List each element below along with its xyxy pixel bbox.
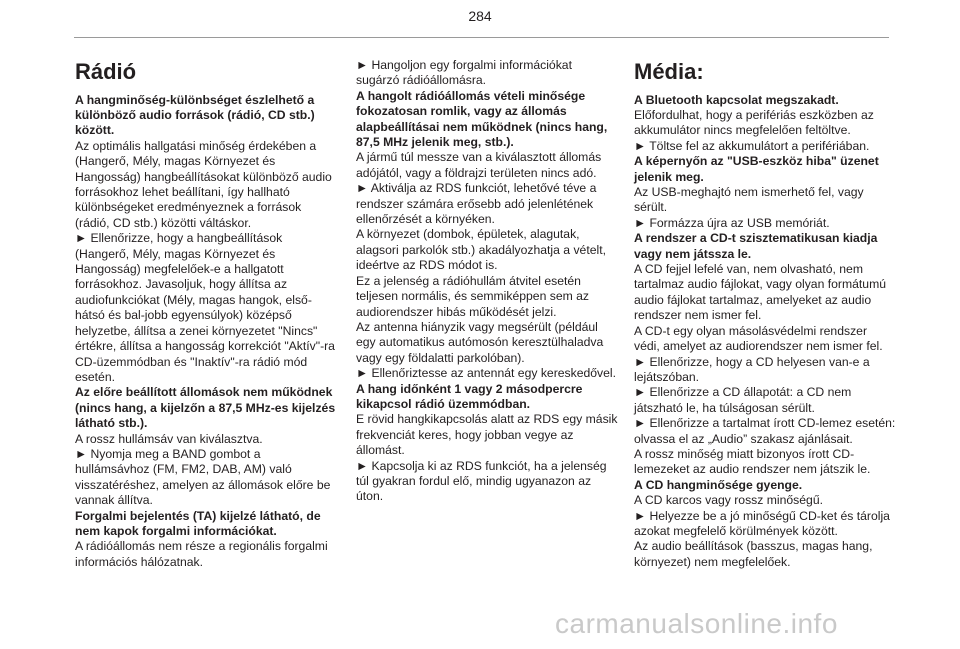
answer-text: ► Ellenőriztesse az antennát egy kereskedővel. [356, 366, 617, 381]
answer-text: A CD-t egy olyan másolásvédelmi rendszer védi, amelyet az audiorendszer nem ismer fel. [634, 323, 883, 354]
column-middle [356, 58, 618, 505]
answer-text: ► Ellenőrizze a CD állapotát: a CD nem játszható le, ha túlságosan sérült. [634, 385, 852, 415]
answer-text: A rádióállomás nem része a regionális forgalmi információs hálózatnak. [75, 539, 328, 569]
paragraph-list [356, 58, 618, 505]
answer-text: ► Ellenőrizze, hogy a hangbeállítások (Hangerő, Mély, magas Környezet és Hangosság) megfelelőek-e a hallgatott forrásokhoz. Javasoljuk, hogy állítsa az audiofunkciókat (Mély, magas hangok, első-hátsó és bal-jobb egyensúlyok) középső helyzetbe, állítsa a zenei környezetet "Nincs" értékre, állítsa a hangosság korrekciót "Aktív"-ra CD-üzemmódban és "Inaktív"-ra rádió mód esetén. [75, 231, 335, 384]
answer-text: ► Nyomja meg a BAND gombot a hullámsávhoz (FM, FM2, DAB, AM) való visszatéréshez, amelyen az állomások előre be vannak állítva. [75, 446, 331, 508]
answer-text: ► Aktiválja az RDS funkciót, lehetővé téve a rendszer számára erősebb adó jelenlétének ellenőrzését a környéken. [356, 181, 597, 227]
section-title-media: Média: [634, 59, 704, 84]
answer-text: E rövid hangkikapcsolás alatt az RDS egy másik frekvenciát keres, hogy jobban vegye az állomást. [356, 412, 618, 458]
question-heading: A CD hangminősége gyenge. [634, 477, 803, 492]
answer-text: A jármű túl messze van a kiválasztott állomás adójától, vagy a földrajzi területen nincs adó. [356, 150, 602, 180]
answer-text: A környezet (dombok, épületek, alagutak, alagsori parkolók stb.) akadályozhatja a vételt, ideértve az RDS módot is. [356, 227, 606, 273]
answer-text: ► Helyezze be a jó minőségű CD-ket és tárolja azokat megfelelő körülmények között. [634, 508, 890, 538]
answer-text: Ez a jelenség a rádióhullám átvitel esetén teljesen normális, és semmiképpen sem az audiorendszer hibás működését jelzi. [356, 273, 590, 319]
answer-text: ► Kapcsolja ki az RDS funkciót, ha a jelenség túl gyakran fordul elő, mindig ugyanazon az úton. [356, 458, 607, 504]
watermark: carmanualsonline.info [555, 608, 838, 639]
question-heading: Forgalmi bejelentés (TA) kijelzé látható, de nem kapok forgalmi információkat. [75, 508, 321, 538]
answer-text: ► Formázza újra az USB memóriát. [634, 215, 830, 230]
paragraph-list [634, 93, 896, 571]
question-heading: Az előre beállított állomások nem működnek (nincs hang, a kijelzőn a 87,5 MHz-es kijelzés látható stb.). [75, 385, 336, 431]
answer-text: Az audio beállítások (basszus, magas hang, környezet) nem megfelelőek. [634, 539, 873, 569]
answer-text: ► Hangoljon egy forgalmi információkat sugárzó rádióállomásra. [356, 58, 572, 88]
section-title-radio: Rádió [75, 59, 137, 84]
column-right [634, 58, 896, 570]
paragraph-list [75, 93, 337, 571]
question-heading: A hangminőség-különbséget észlelhető a különböző audio források (rádió, CD stb.) között. [75, 92, 315, 138]
answer-text: Előfordulhat, hogy a perifériás eszközben az akkumulátor nincs megfelelően feltöltve. [634, 108, 874, 138]
answer-text: ► Ellenőrizze, hogy a CD helyesen van-e a lejátszóban. [634, 354, 870, 384]
question-heading: A hang időnként 1 vagy 2 másodpercre kikapcsol rádió üzemmódban. [356, 381, 583, 411]
question-heading: A képernyőn az "USB-eszköz hiba" üzenet jelenik meg. [634, 154, 879, 184]
question-heading: A Bluetooth kapcsolat megszakadt. [634, 92, 839, 107]
answer-text: A CD karcos vagy rossz minőségű. [634, 493, 823, 508]
answer-text: Az USB-meghajtó nem ismerhető fel, vagy sérült. [634, 185, 864, 215]
question-heading: A rendszer a CD-t szisztematikusan kiadja vagy nem játssza le. [634, 231, 878, 261]
answer-text: Az antenna hiányzik vagy megsérült (például egy automatikus autómosón keresztülhaladva vagy egy földalatti parkolóban). [356, 319, 604, 365]
answer-text: Az optimális hallgatási minőség érdekében a (Hangerő, Mély, magas Környezet és Hangosság) hangbeállításokat különböző audio forrásokhoz lehet beállítani, így hallható különbségeket eredményeznek a források (rádió, CD stb.) közötti váltáskor. [75, 138, 332, 230]
header-rule [74, 37, 889, 38]
question-heading: A hangolt rádióállomás vételi minősége fokozatosan romlik, vagy az állomás alapbeállításai nem működnek (nincs hang, 87,5 MHz jelenik meg, stb.). [356, 88, 608, 150]
answer-text: ► Ellenőrizze a tartalmat írott CD-lemez esetén: olvassa el az „Audio” szakasz ajánlásait. [634, 416, 896, 446]
answer-text: A rossz minőség miatt bizonyos írott CD-lemezeket az audio rendszer nem játszik le. [634, 446, 871, 477]
answer-text: A rossz hullámsáv van kiválasztva. [75, 431, 263, 446]
column-left [75, 58, 337, 570]
answer-text: ► Töltse fel az akkumulátort a perifériában. [634, 138, 870, 153]
answer-text: A CD fejjel lefelé van, nem olvasható, nem tartalmaz audio fájlokat, vagy olyan formátumú audio fájlokat tartalmaz, amelyeket az audio rendszer nem ismer fel. [634, 262, 886, 323]
page-number: 284 [468, 8, 492, 24]
